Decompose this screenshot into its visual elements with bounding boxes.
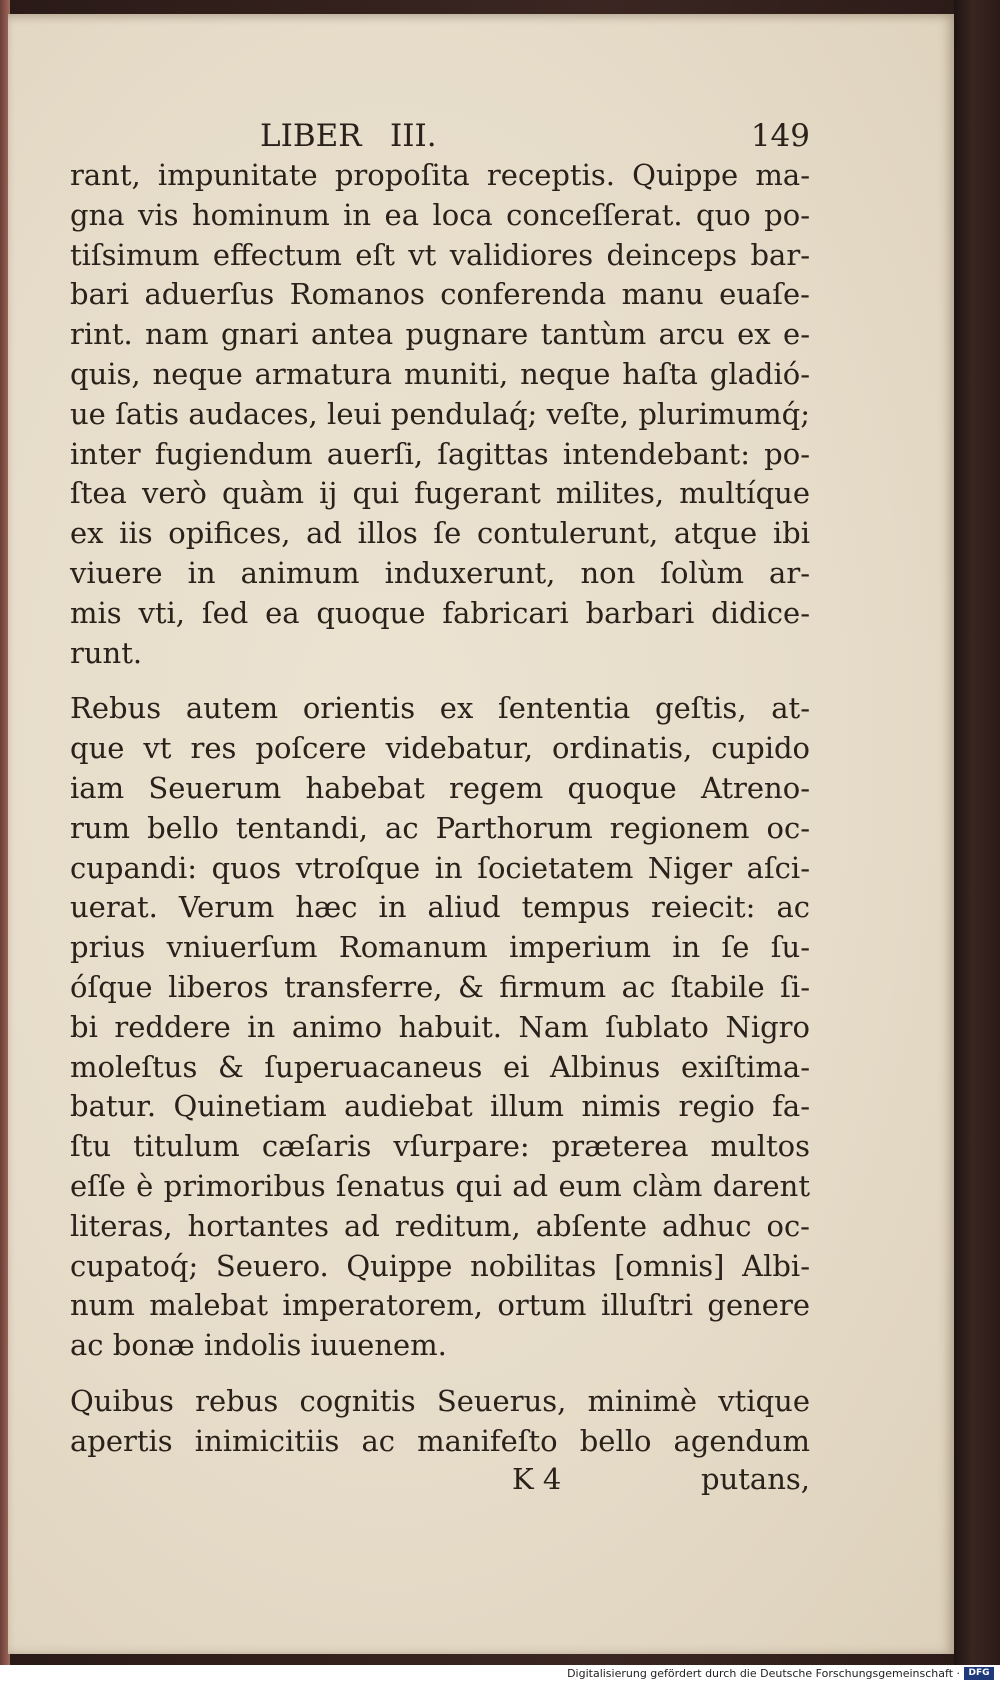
- text-line: inter fugiendum auerſi, ſagittas intendebant: po-: [70, 436, 810, 471]
- paragraph-gap: [70, 673, 810, 689]
- text-line: Rebus autem orientis ex ſententia geſtis, at-: [70, 691, 810, 726]
- paragraph-2: [70, 689, 810, 1366]
- text-line: num malebat imperatorem, ortum illuſtri genere: [70, 1288, 810, 1323]
- text-line: cupatoq́; Seuero. Quippe nobilitas [omnis] Albi-: [70, 1248, 810, 1283]
- text-line: tiſsimum effectum eſt vt validiores deinceps bar-: [70, 237, 810, 272]
- footer-credit: Digitalisierung gefördert durch die Deutsche Forschungsgemeinschaft ·: [567, 1667, 960, 1680]
- text-line: literas, hortantes ad reditum, abſente adhuc oc-: [70, 1208, 810, 1243]
- paragraph-gap: [70, 1366, 810, 1382]
- digitization-footer: [0, 1665, 1000, 1683]
- running-title: LIBER III.: [260, 118, 437, 154]
- text-line: óſque liberos transferre, & firmum ac ſtabile ſi-: [70, 969, 810, 1004]
- signature-mark: K 4: [512, 1461, 562, 1496]
- text-line: ſtu titulum cæſaris vſurpare: præterea multos: [70, 1129, 810, 1164]
- text-line: iam Seuerum habebat regem quoque Atreno-: [70, 770, 810, 805]
- catchline: [70, 1462, 810, 1502]
- text-line: ex iis opifices, ad illos ſe contulerunt, atque ibi: [70, 516, 810, 551]
- paragraph-1: [70, 156, 810, 673]
- text-line: eſſe è primoribus ſenatus qui ad eum clàm darent: [70, 1168, 810, 1203]
- catchword: putans,: [701, 1461, 810, 1496]
- text-line: Quibus rebus cognitis Seuerus, minimè vtique: [70, 1383, 810, 1418]
- text-line: ſtea verò quàm ij qui fugerant milites, multíque: [70, 476, 810, 511]
- text-line: rint. nam gnari antea pugnare tantùm arcu ex e-: [70, 317, 810, 352]
- page-number: 149: [750, 118, 810, 154]
- text-line: gna vis hominum in ea loca conceſſerat. quo po-: [70, 197, 810, 232]
- text-line: moleſtus & ſuperuacaneus ei Albinus exiſtima-: [70, 1049, 810, 1084]
- text-line: quis, neque armatura muniti, neque haſta gladió-: [70, 356, 810, 391]
- text-line: rant, impunitate propoſita receptis. Quippe ma-: [70, 158, 810, 192]
- text-line: cupandi: quos vtroſque in ſocietatem Niger aſci-: [70, 850, 810, 885]
- text-block: [70, 110, 810, 1502]
- text-line: que vt res poſcere videbatur, ordinatis, cupido: [70, 731, 810, 766]
- text-line: runt.: [70, 635, 143, 670]
- paragraph-3: [70, 1382, 810, 1462]
- text-line: ue ſatis audaces, leui pendulaq́; veſte, plurimumq́;: [70, 396, 810, 431]
- text-line: viuere in animum induxerunt, non ſolùm ar-: [70, 555, 810, 590]
- book-page: [8, 14, 954, 1654]
- text-line: uerat. Verum hæc in aliud tempus reiecit: ac: [70, 890, 810, 925]
- text-line: mis vti, ſed ea quoque fabricari barbari didice-: [70, 595, 810, 630]
- running-head: [70, 110, 810, 156]
- text-line: apertis inimicitiis ac manifeſto bello agendum: [70, 1423, 810, 1458]
- text-line: rum bello tentandi, ac Parthorum regionem oc-: [70, 810, 810, 845]
- book-binding: [954, 0, 1000, 1665]
- text-line: prius vniuerſum Romanum imperium in ſe ſu-: [70, 930, 810, 965]
- dfg-logo: DFG: [964, 1667, 994, 1680]
- text-line: bi reddere in animo habuit. Nam ſublato Nigro: [70, 1009, 810, 1044]
- text-line: ac bonæ indolis iuuenem.: [70, 1328, 447, 1363]
- text-line: batur. Quinetiam audiebat illum nimis regio fa-: [70, 1089, 810, 1124]
- text-line: bari aduerſus Romanos conferenda manu euaſe-: [70, 277, 810, 312]
